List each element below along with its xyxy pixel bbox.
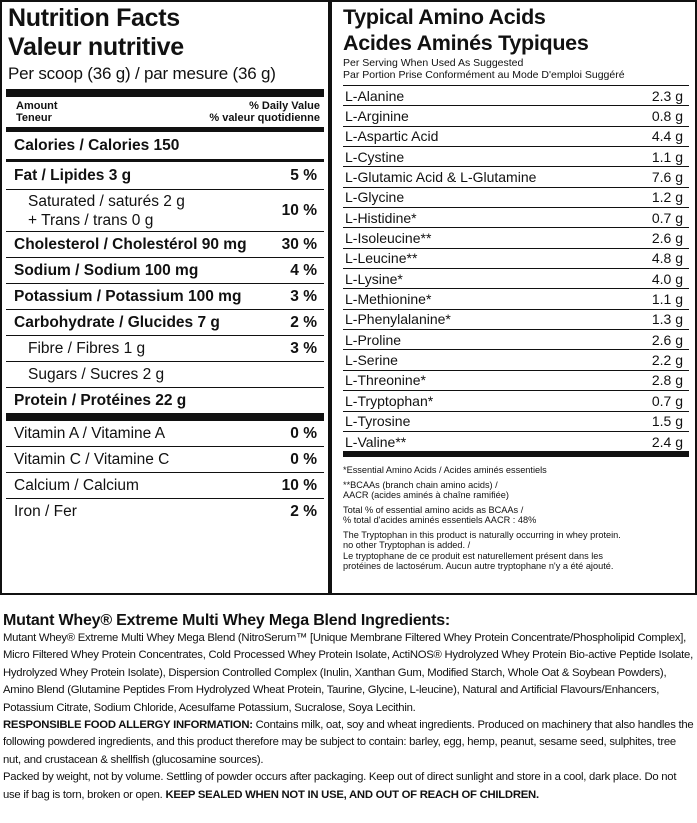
- daily-value-label-fr: % valeur quotidienne: [209, 112, 320, 124]
- vitamin-pct: 10 %: [281, 476, 317, 494]
- vitamin-row-iron: [6, 498, 324, 524]
- ingredients-section: [3, 612, 695, 804]
- amino-name: L-Aspartic Acid: [345, 128, 439, 145]
- amino-value: 0.8 g: [651, 108, 683, 125]
- footnote-tryptophan-fr: Le tryptophane de ce produit est naturellement présent dans les: [343, 550, 603, 561]
- amino-value: 1.2 g: [651, 189, 683, 206]
- nutrient-label: Protein / Protéines 22 g: [14, 391, 187, 409]
- amino-value: 4.0 g: [651, 270, 683, 287]
- serving-size: Per scoop (36 g) / par mesure (36 g): [8, 64, 276, 83]
- allergy-text: Contains milk, oat, soy and wheat ingredients. Produced on machinery that also handles the following powdered ingredients, and this product therefore may be subject to contain: barley, egg, hemp, peanut, sesame seed, sulphites, tree nut, and crustacean & shellfish (glucosamine sources).: [3, 719, 694, 766]
- amino-row: [343, 371, 689, 391]
- calories-label: Calories / Calories 150: [14, 136, 180, 154]
- amino-name: L-Threonine*: [345, 372, 426, 389]
- nutrient-pct: 30 %: [281, 235, 317, 253]
- nutrient-label: Fat / Lipides 3 g: [14, 166, 132, 184]
- amino-divider: [343, 452, 689, 457]
- footnote-total: Total % of essential amino acids as BCAAs /: [343, 504, 524, 515]
- amino-name: L-Cystine: [345, 148, 405, 165]
- amino-name: L-Glutamic Acid & L-Glutamine: [345, 169, 537, 186]
- nutrient-row-sodium: [6, 257, 324, 283]
- amino-subtitle: [343, 57, 695, 81]
- amino-name: L-Arginine: [345, 108, 409, 125]
- amino-value: 2.6 g: [651, 230, 683, 247]
- nutrient-label: Carbohydrate / Glucides 7 g: [14, 313, 220, 331]
- amino-name: L-Tyrosine: [345, 413, 411, 430]
- column-header: [2, 97, 328, 127]
- nutrient-label: Cholesterol / Cholestérol 90 mg: [14, 235, 247, 253]
- nutrient-label: Fibre / Fibres 1 g: [28, 339, 146, 357]
- amino-name: L-Isoleucine**: [345, 230, 432, 247]
- amino-row: [343, 310, 689, 330]
- amino-value: 7.6 g: [651, 169, 683, 186]
- divider-thick: [6, 89, 324, 97]
- nutrient-pct: 2 %: [290, 313, 317, 331]
- footnote-tryptophan-fr-2: protéines de lactosérum. Aucun autre tryptophane n'y a été ajouté.: [343, 561, 614, 572]
- amino-name: L-Leucine**: [345, 250, 418, 267]
- amino-name: L-Glycine: [345, 189, 405, 206]
- ingredients-heading: Mutant Whey® Extreme Multi Whey Mega Blend Ingredients:: [3, 612, 451, 629]
- nutrient-pct: 5 %: [290, 166, 317, 184]
- nutrient-label: Saturated / saturés 2 g: [28, 192, 185, 210]
- vitamin-pct: 0 %: [290, 450, 317, 468]
- amino-row: [343, 249, 689, 269]
- amino-row: [343, 350, 689, 370]
- footnote-tryptophan: The Tryptophan in this product is naturally occurring in whey protein.: [343, 529, 621, 540]
- amino-value: 1.1 g: [651, 291, 683, 308]
- divider-thick-vitamins: [6, 413, 324, 421]
- nutrient-label: Sugars / Sucres 2 g: [28, 365, 165, 383]
- amino-row: [343, 127, 689, 147]
- nutrient-row-protein: [6, 387, 324, 413]
- amino-row: [343, 147, 689, 167]
- amino-value: 2.3 g: [651, 87, 683, 104]
- amount-label: Amount: [16, 100, 58, 112]
- vitamin-row-a: [6, 421, 324, 446]
- packed-text: Packed by weight, not by volume. Settling of powder occurs after packaging. Keep out of direct sunlight and store in a cool, dark place. Do not use if bag is torn, broken or open.: [3, 771, 677, 801]
- amino-value: 4.4 g: [651, 128, 683, 145]
- amino-title-fr: Acides Aminés Typiques: [343, 31, 589, 55]
- allergy-label: RESPONSIBLE FOOD ALLERGY INFORMATION:: [3, 719, 253, 732]
- amino-name: L-Valine**: [345, 433, 407, 450]
- amino-row: [343, 188, 689, 208]
- ingredients-text: Mutant Whey® Extreme Multi Whey Mega Blend (NitroSerum™ [Unique Membrane Filtered Whey Protein Concentrate/Phospholipid Complex], Micro Filtered Whey Protein Concentrates, Cold Processed Whey Protein Isolate, ActiNOS® Hydrolyzed Whey Protein Bio-active Peptide Isolate, Hydrolyzed Whey Protein Isolate), Dispersion Controlled Complex (Inulin, Xanthan Gum, Modified Starch, Whole Oat & Soybean Powders), Amino Blend (Glutamine Peptides From Hydrolyzed Wheat Protein, Taurine, Glycine, L-leucine), Natural and Artificial Flavours/Enhancers, Potassium Citrate, Sodium Chloride, Acesulfame Potassium, Sucralose, Soya Lecithin.: [3, 632, 693, 714]
- amino-row: [343, 391, 689, 411]
- packed-warning: KEEP SEALED WHEN NOT IN USE, AND OUT OF REACH OF CHILDREN.: [165, 788, 539, 801]
- nutrition-title-fr: Valeur nutritive: [8, 33, 184, 61]
- footnote-bcaa: **BCAAs (branch chain amino acids) /: [343, 479, 498, 490]
- nutrient-row-cholesterol: [6, 231, 324, 257]
- amino-name: L-Tryptophan*: [345, 392, 434, 409]
- nutrient-label: Sodium / Sodium 100 mg: [14, 261, 199, 279]
- amino-row: [343, 106, 689, 126]
- amino-value: 2.8 g: [651, 372, 683, 389]
- footnote-total-fr: % total d'acides aminés essentiels AACR : 48%: [343, 515, 537, 526]
- footnote-bcaa-fr: AACR (acides aminés à chaîne ramifiée): [343, 490, 509, 501]
- amino-name: L-Proline: [345, 331, 402, 348]
- vitamin-label: Vitamin A / Vitamine A: [14, 424, 166, 442]
- amino-name: L-Lysine*: [345, 270, 403, 287]
- amino-table: [343, 85, 689, 452]
- nutrient-pct: 3 %: [290, 339, 317, 357]
- vitamin-row-calcium: [6, 472, 324, 498]
- amino-row: [343, 208, 689, 228]
- nutrient-label-trans: + Trans / trans 0 g: [28, 211, 154, 229]
- nutrient-row-carbohydrate: [6, 309, 324, 335]
- amino-name: L-Histidine*: [345, 209, 417, 226]
- amino-row: [343, 167, 689, 187]
- amino-value: 1.5 g: [651, 413, 683, 430]
- nutrition-facts-panel: [0, 0, 330, 595]
- amino-subtitle-en: Per Serving When Used As Suggested: [343, 57, 524, 69]
- packing-info: [3, 769, 695, 804]
- amino-value: 1.1 g: [651, 148, 683, 165]
- vitamin-label: Calcium / Calcium: [14, 476, 139, 494]
- nutrient-row-potassium: [6, 283, 324, 309]
- amino-title-en: Typical Amino Acids: [343, 5, 546, 29]
- amino-row: [343, 412, 689, 432]
- nutrient-row-sugars: [6, 361, 324, 387]
- nutrient-pct: 3 %: [290, 287, 317, 305]
- amino-value: 2.2 g: [651, 352, 683, 369]
- nutrient-row-fibre: [6, 335, 324, 361]
- amino-value: 4.8 g: [651, 250, 683, 267]
- amino-row: [343, 289, 689, 309]
- daily-value-label: % Daily Value: [249, 100, 320, 112]
- footnote-essential: *Essential Amino Acids / Acides aminés essentiels: [343, 465, 547, 476]
- amino-row: [343, 330, 689, 350]
- amount-label-fr: Teneur: [16, 112, 52, 124]
- amino-name: L-Serine: [345, 352, 398, 369]
- allergy-info: [3, 717, 695, 769]
- vitamin-pct: 2 %: [290, 502, 317, 520]
- amino-value: 0.7 g: [651, 392, 683, 409]
- amino-row: [343, 86, 689, 106]
- amino-footnotes: [343, 465, 687, 572]
- calories-row: [6, 132, 324, 159]
- amino-value: 0.7 g: [651, 209, 683, 226]
- vitamin-pct: 0 %: [290, 424, 317, 442]
- amino-subtitle-fr: Par Portion Prise Conformément au Mode D'emploi Suggéré: [343, 69, 625, 81]
- footnote-tryptophan-2: no other Tryptophan is added. /: [343, 540, 471, 551]
- nutrition-title-en: Nutrition Facts: [8, 4, 180, 32]
- amino-value: 2.6 g: [651, 331, 683, 348]
- nutrient-row-saturated: [6, 189, 324, 231]
- nutrient-label: Potassium / Potassium 100 mg: [14, 287, 242, 305]
- vitamin-row-c: [6, 446, 324, 472]
- amino-name: L-Alanine: [345, 87, 405, 104]
- amino-row: [343, 228, 689, 248]
- amino-name: L-Methionine*: [345, 291, 432, 308]
- nutrient-row-fat: [6, 162, 324, 189]
- vitamin-label: Iron / Fer: [14, 502, 77, 520]
- amino-value: 2.4 g: [651, 433, 683, 450]
- nutrient-pct: 4 %: [290, 261, 317, 279]
- amino-value: 1.3 g: [651, 311, 683, 328]
- amino-acids-panel: [330, 0, 697, 595]
- nutrient-pct: 10 %: [281, 201, 317, 219]
- amino-row: [343, 432, 689, 452]
- amino-row: [343, 269, 689, 289]
- vitamin-label: Vitamin C / Vitamine C: [14, 450, 170, 468]
- amino-name: L-Phenylalanine*: [345, 311, 451, 328]
